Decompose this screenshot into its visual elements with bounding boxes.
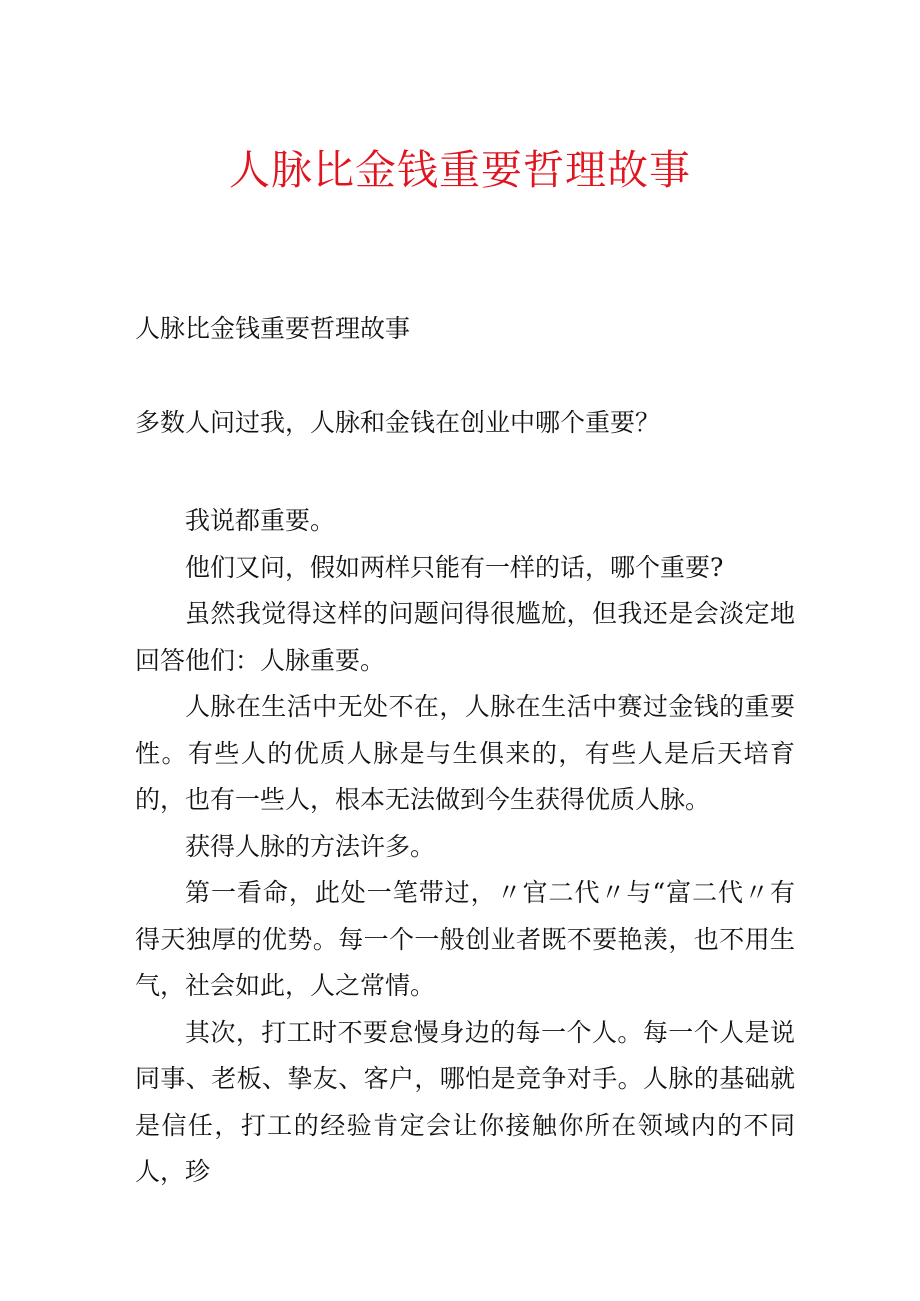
opening-question: 多数人问过我，人脉和金钱在创业中哪个重要？ xyxy=(135,408,661,437)
document-subtitle: 人脉比金钱重要哲理故事 xyxy=(135,314,411,343)
paragraph: 我说都重要。 xyxy=(185,506,336,535)
paragraph: 虽然我觉得这样的问题问得很尴尬，但我还是会淡定地回答他们：人脉重要。 xyxy=(135,599,795,675)
document-body xyxy=(135,498,795,1196)
paragraph: 第一看命，此处一笔带过，〃官二代〃与“富二代〃有得天独厚的优势。每一个一般创业者既不要艳羡，也不用生气，社会如此，人之常情。 xyxy=(135,878,795,1000)
paragraph: 他们又问，假如两样只能有一样的话，哪个重要? xyxy=(185,552,724,582)
paragraph: 其次，打工时不要怠慢身边的每一个人。每一个人是说同事、老板、挚友、客户，哪怕是竞争对手。人脉的基础就是信任，打工的经验肯定会让你接触你所在领域内的不同人，珍 xyxy=(135,1017,795,1186)
paragraph: 人脉在生活中无处不在，人脉在生活中赛过金钱的重要性。有些人的优质人脉是与生俱来的，有些人是后天培育的，也有一些人，根本无法做到今生获得优质人脉。 xyxy=(135,692,795,814)
paragraph: 获得人脉的方法许多。 xyxy=(185,831,436,861)
document-title: 人脉比金钱重要哲理故事 xyxy=(229,146,691,194)
